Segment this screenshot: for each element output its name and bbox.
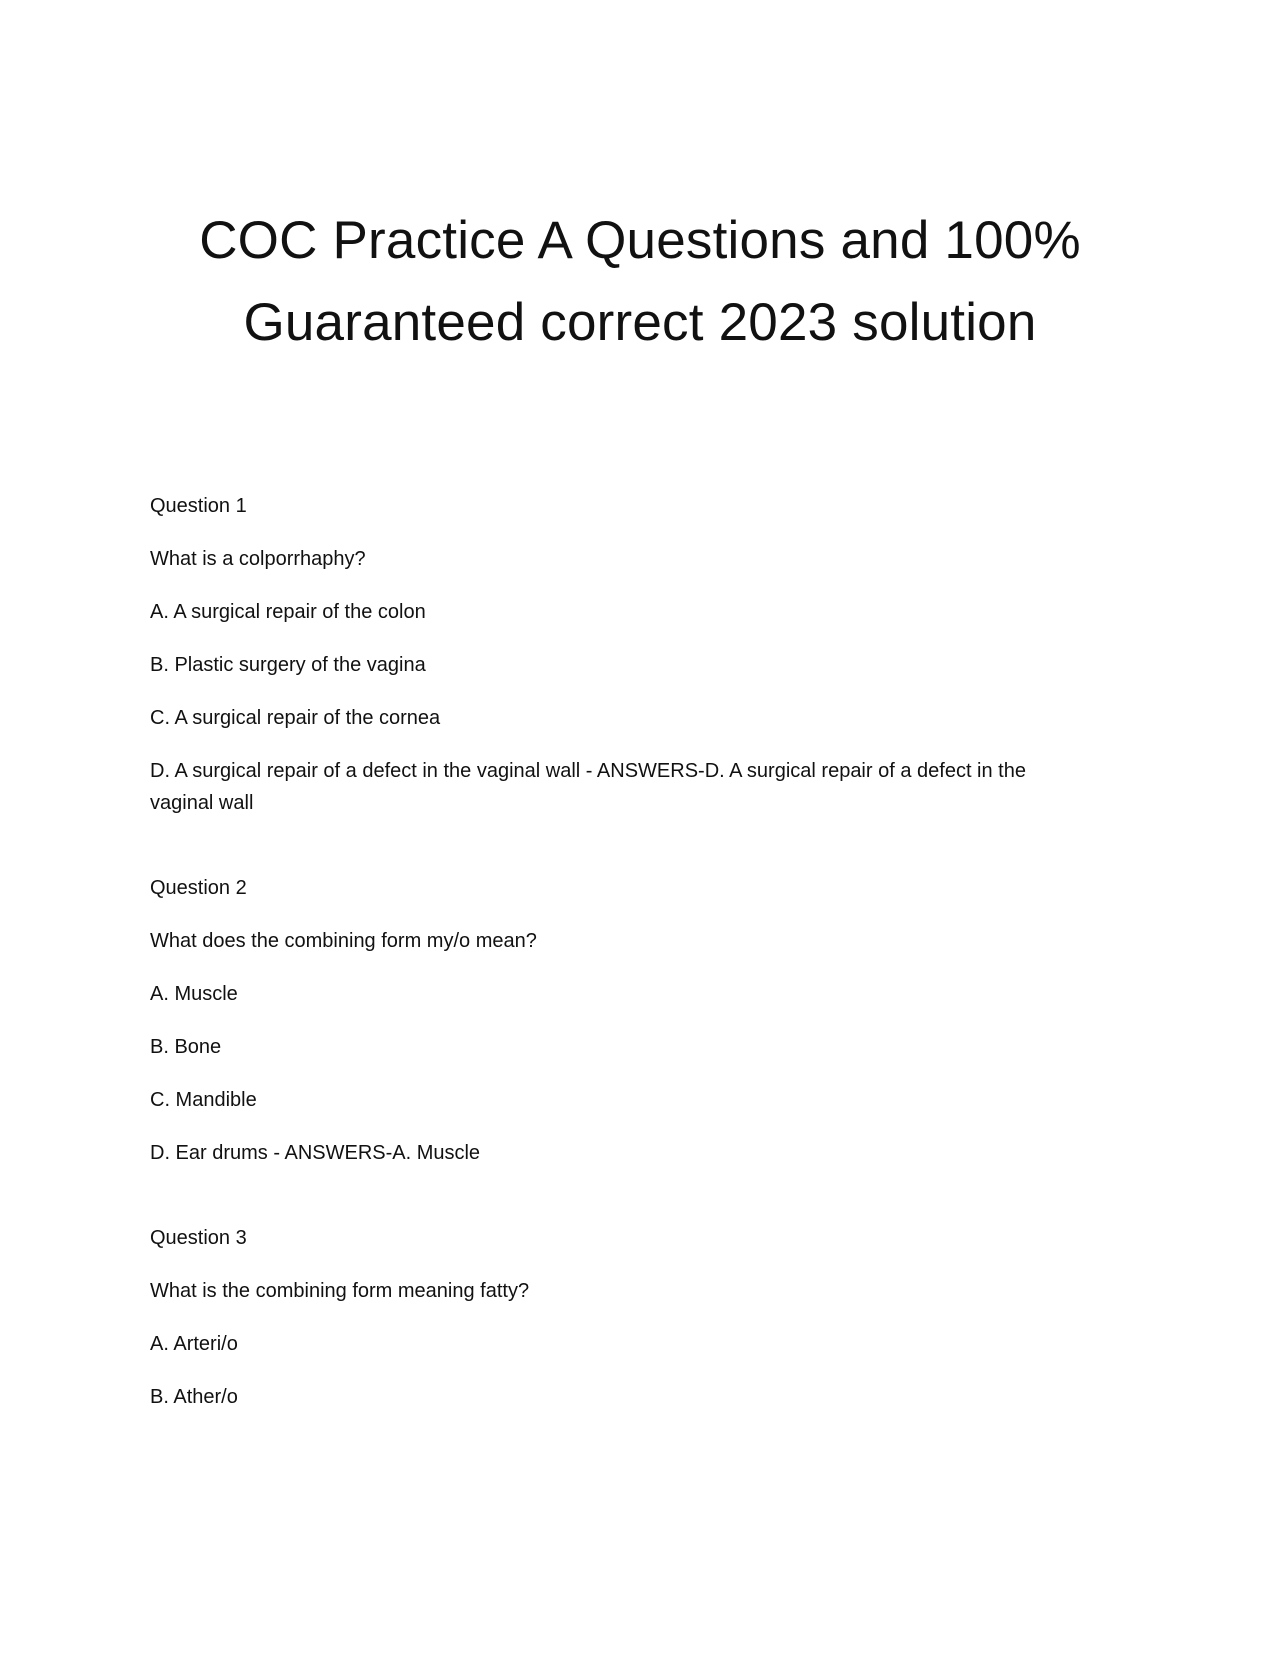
question-1 bbox=[150, 490, 1090, 819]
answer-option-a: A. A surgical repair of the colon bbox=[150, 601, 426, 623]
answer-option-b: B. Ather/o bbox=[150, 1386, 238, 1408]
question-2 bbox=[150, 872, 1090, 1169]
question-prompt: What does the combining form my/o mean? bbox=[150, 930, 537, 952]
answer-option-b: B. Plastic surgery of the vagina bbox=[150, 654, 426, 676]
question-heading: Question 1 bbox=[150, 495, 247, 517]
title-line-2: Guaranteed correct 2023 solution bbox=[243, 293, 1037, 352]
question-prompt: What is a colporrhaphy? bbox=[150, 548, 366, 570]
answer-option-b: B. Bone bbox=[150, 1036, 222, 1058]
question-heading: Question 3 bbox=[150, 1227, 247, 1249]
answer-option-d: D. A surgical repair of a defect in the vaginal wall - ANSWERS-D. A surgical repair of a defect in the vaginal wall bbox=[150, 760, 1026, 814]
question-prompt: What is the combining form meaning fatty? bbox=[150, 1280, 530, 1302]
answer-option-d: D. Ear drums - ANSWERS-A. Muscle bbox=[150, 1142, 481, 1164]
question-heading: Question 2 bbox=[150, 877, 247, 899]
questions-list bbox=[150, 490, 1090, 1466]
answer-option-c: C. A surgical repair of the cornea bbox=[150, 707, 441, 729]
answer-option-c: C. Mandible bbox=[150, 1089, 257, 1111]
page-title bbox=[0, 200, 1280, 364]
title-line-1: COC Practice A Questions and 100% bbox=[199, 211, 1081, 270]
question-3 bbox=[150, 1222, 1090, 1413]
answer-option-a: A. Muscle bbox=[150, 983, 238, 1005]
answer-option-a: A. Arteri/o bbox=[150, 1333, 238, 1355]
